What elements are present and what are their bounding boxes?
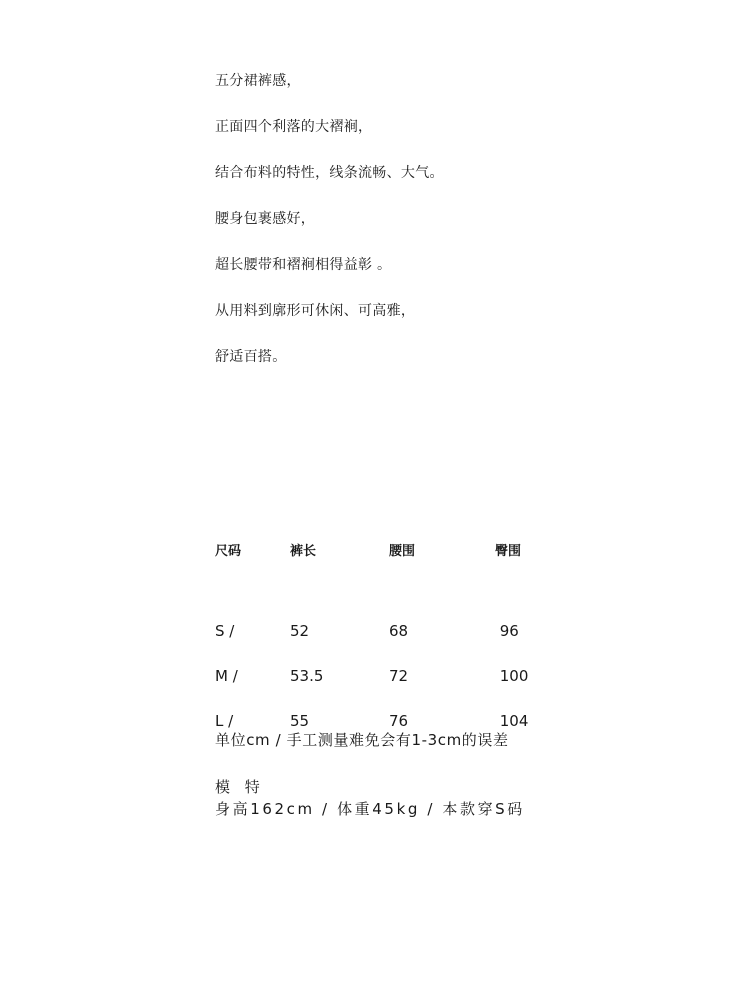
cell-size: S /: [215, 621, 235, 640]
cell-length: 52: [290, 621, 310, 640]
model-info: 身高162cm / 体重45kg / 本款穿S码: [215, 800, 525, 818]
header-hip: 臀围: [495, 544, 522, 559]
product-description: [215, 71, 444, 393]
size-table-header-row: [215, 541, 555, 563]
cell-waist: 72: [389, 666, 409, 685]
description-line: 正面四个利落的大褶裥，: [215, 119, 373, 135]
cell-hip: 100: [495, 666, 529, 685]
cell-size: M /: [215, 666, 238, 685]
description-line: 超长腰带和褶裥相得益彰 。: [215, 257, 392, 273]
cell-waist: 76: [389, 711, 409, 730]
cell-length: 53.5: [290, 666, 324, 685]
cell-waist: 68: [389, 621, 409, 640]
cell-hip: 104: [495, 711, 529, 730]
header-waist: 腰围: [389, 544, 416, 559]
table-spacer: [215, 563, 555, 608]
description-line: 五分裙裤感，: [215, 73, 301, 89]
cell-hip: 96: [495, 621, 519, 640]
measurement-note: 单位cm / 手工测量难免会有1-3cm的误差: [215, 731, 509, 749]
model-label: 模 特: [215, 778, 265, 796]
size-table: [215, 541, 555, 743]
cell-size: L /: [215, 711, 234, 730]
description-line: 结合布料的特性，线条流畅、大气。: [215, 165, 444, 181]
description-line: 腰身包裹感好，: [215, 211, 316, 227]
table-row: [215, 608, 555, 653]
header-length: 裤长: [290, 544, 317, 559]
description-line: 从用料到廓形可休闲、可高雅，: [215, 303, 416, 319]
cell-length: 55: [290, 711, 310, 730]
description-line: 舒适百搭。: [215, 349, 287, 365]
header-size: 尺码: [215, 544, 242, 559]
table-row: [215, 653, 555, 698]
